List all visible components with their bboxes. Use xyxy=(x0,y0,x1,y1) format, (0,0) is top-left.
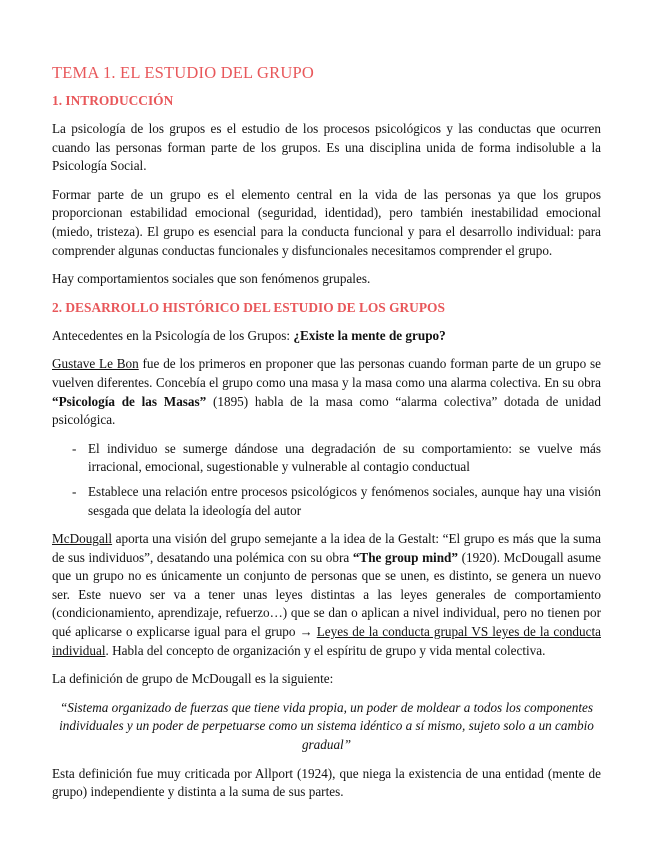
lebon-paragraph xyxy=(52,355,601,429)
dash-marker: - xyxy=(72,440,77,456)
lebon-work-title: “Psicología de las Masas” xyxy=(52,393,207,409)
intro-paragraph-1: La psicología de los grupos es el estudio de los procesos psicológicos y las conductas que ocurren cuando las personas forman parte de los grupos. Es una disciplina unida de forma indisoluble a la Psicología Social. xyxy=(52,121,601,174)
page-title: TEMA 1. EL ESTUDIO DEL GRUPO xyxy=(52,63,314,82)
list-item xyxy=(52,440,601,477)
section-heading-desarrollo: 2. DESARROLLO HISTÓRICO DEL ESTUDIO DE LOS GRUPOS xyxy=(52,299,445,315)
mcdougall-text-1: aporta una visión del grupo semejante a la idea de la Gestalt: “El grupo es más que la suma de sus individuos”, desatando una polémica con su obra xyxy=(52,531,601,565)
mcdougall-paragraph xyxy=(52,530,601,660)
antecedentes-question: ¿Existe la mente de grupo? xyxy=(293,327,446,343)
section-heading-introduccion: 1. INTRODUCCIÓN xyxy=(52,93,174,108)
antecedentes-paragraph xyxy=(52,327,601,346)
document-page xyxy=(52,62,601,812)
intro-paragraph-3: Hay comportamientos sociales que son fenómenos grupales. xyxy=(52,271,371,287)
lebon-bullet-list xyxy=(52,440,601,520)
list-item-text: El individuo se sumerge dándose una degradación de su comportamiento: se vuelve más irracional, emocional, sugestionable y vulnerable al contagio conductual xyxy=(88,440,601,475)
definition-intro: La definición de grupo de McDougall es la siguiente: xyxy=(52,671,334,687)
mcdougall-laws: Leyes de la conducta grupal VS leyes de la conducta individual xyxy=(52,624,601,658)
antecedentes-prefix: Antecedentes en la Psicología de los Grupos: xyxy=(52,327,294,343)
mcdougall-name: McDougall xyxy=(52,531,113,547)
mcdougall-text-3: . Habla del concepto de organización y el espíritu de grupo y vida mental colectiva. xyxy=(105,642,546,658)
intro-paragraph-2: Formar parte de un grupo es el elemento central en la vida de las personas ya que los grupos proporcionan estabilidad emocional (seguridad, identidad), pero también inestabilidad emocional (miedo, tristeza). El grupo es esencial para la conducta funcional y para el desarrollo individual: para comprender algunas conductas funcionales y disfuncionales necesitamos comprender el grupo. xyxy=(52,186,601,258)
mcdougall-text-2: (1920). McDougall asume que un grupo no es únicamente un conjunto de personas que se unen, es distinto, se genera un nuevo ser. Este nuevo ser va a tener unas leyes distintas a las leyes generales de comportamiento (condicionamiento, aprendizaje, refuerzo…) que se dan o aplican a nivel individual, pero no tienen por qué aplicarse o explicarse igual para el grupo → xyxy=(52,549,601,640)
lebon-name: Gustave Le Bon xyxy=(52,356,139,372)
list-item xyxy=(52,483,601,520)
lebon-text-2: (1895) habla de la masa como “alarma colectiva” dotada de unidad psicológica. xyxy=(52,393,601,428)
list-item-text: Establece una relación entre procesos psicológicos y fenómenos sociales, aunque hay una visión sesgada que delata la ideología del autor xyxy=(88,483,601,518)
dash-marker: - xyxy=(72,483,77,499)
allport-paragraph: Esta definición fue muy criticada por Allport (1924), que niega la existencia de una entidad (mente de grupo) independiente y distinta a la suma de sus partes. xyxy=(52,765,601,800)
lebon-text-1: fue de los primeros en proponer que las personas cuando forman parte de un grupo se vuelven diferentes. Concebía el grupo como una masa y la masa como una alarma colectiva. En su obra xyxy=(52,356,602,390)
mcdougall-quote: “Sistema organizado de fuerzas que tiene vida propia, un poder de moldear a todos los componentes individuales y un poder de perpetuarse como un sistema idéntico a sí mismo, sujeto solo a un cambio gradual” xyxy=(59,699,594,753)
mcdougall-work-title: “The group mind” xyxy=(352,549,458,565)
